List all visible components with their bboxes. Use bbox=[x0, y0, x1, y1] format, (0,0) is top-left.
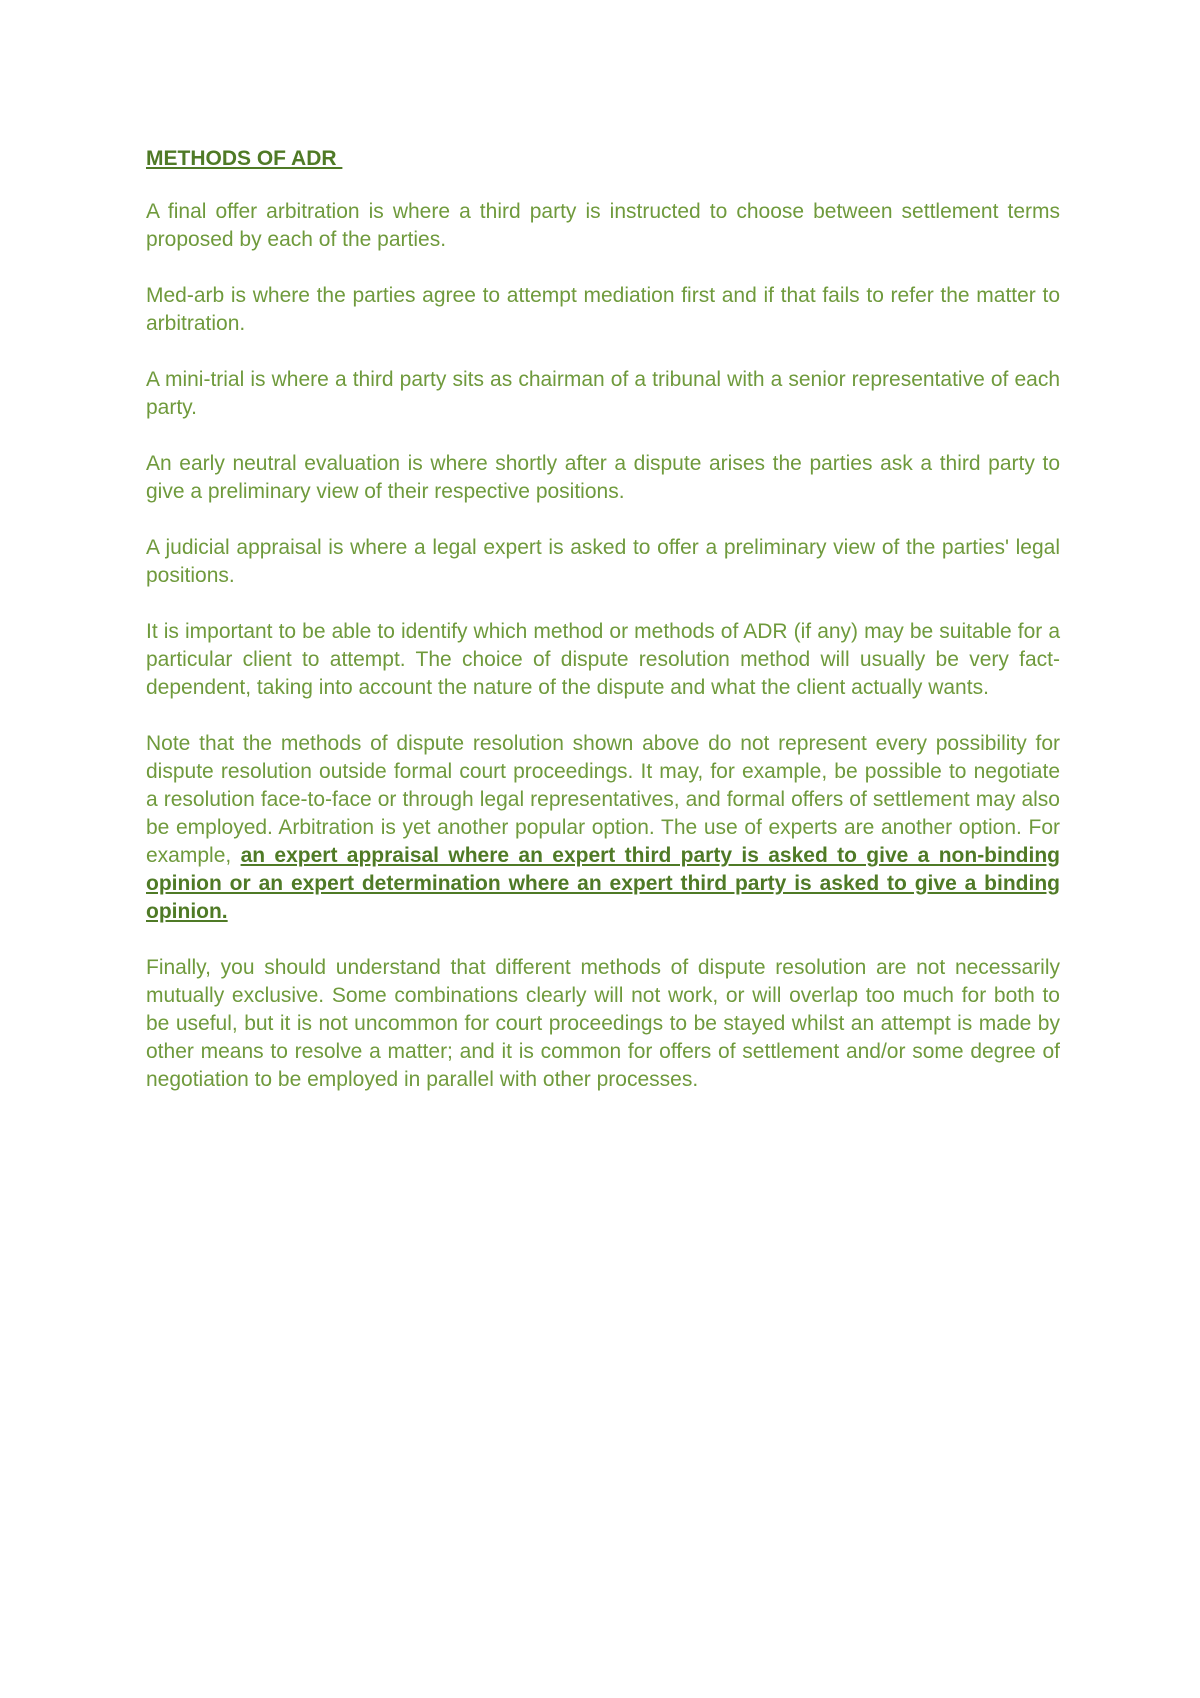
document-body bbox=[146, 145, 1060, 1122]
paragraph-mini-trial: A mini-trial is where a third party sits as chairman of a tribunal with a senior representative of each party. bbox=[146, 368, 1060, 419]
paragraph-choosing-method: It is important to be able to identify which method or methods of ADR (if any) may be suitable for a particular client to attempt. The choice of dispute resolution method will usually be very fact-dependent, taking into account the nature of the dispute and what the client actually wants. bbox=[146, 620, 1060, 699]
paragraph-not-mutually-exclusive: Finally, you should understand that different methods of dispute resolution are not necessarily mutually exclusive. Some combinations clearly will not work, or will overlap too much for both to be useful, but it is not uncommon for court proceedings to be stayed whilst an attempt is made by other means to resolve a matter; and it is common for offers of settlement and/or some degree of negotiation to be employed in parallel with other processes. bbox=[146, 956, 1060, 1091]
paragraph-judicial-appraisal: A judicial appraisal is where a legal expert is asked to offer a preliminary view of the parties' legal positions. bbox=[146, 536, 1060, 587]
expert-options-emphasis: an expert appraisal where an expert third party is asked to give a non-binding opinion or an expert determination where an expert third party is asked to give a binding opinion. bbox=[146, 844, 1060, 923]
paragraph-other-methods bbox=[146, 730, 1060, 926]
paragraph-med-arb: Med-arb is where the parties agree to attempt mediation first and if that fails to refer the matter to arbitration. bbox=[146, 284, 1060, 335]
document-heading: METHODS OF ADR bbox=[146, 147, 343, 170]
paragraph-final-offer-arbitration: A final offer arbitration is where a third party is instructed to choose between settlement terms proposed by each of the parties. bbox=[146, 200, 1060, 251]
paragraph-early-neutral-evaluation: An early neutral evaluation is where shortly after a dispute arises the parties ask a third party to give a preliminary view of their respective positions. bbox=[146, 452, 1060, 503]
other-methods-text: Note that the methods of dispute resolution shown above do not represent every possibility for dispute resolution outside formal court proceedings. It may, for example, be possible to negotiate a resolution face-to-face or through legal representatives, and formal offers of settlement may also be employed. Arbitration is yet another popular option. The use of experts are another option. For example, bbox=[146, 732, 1060, 867]
